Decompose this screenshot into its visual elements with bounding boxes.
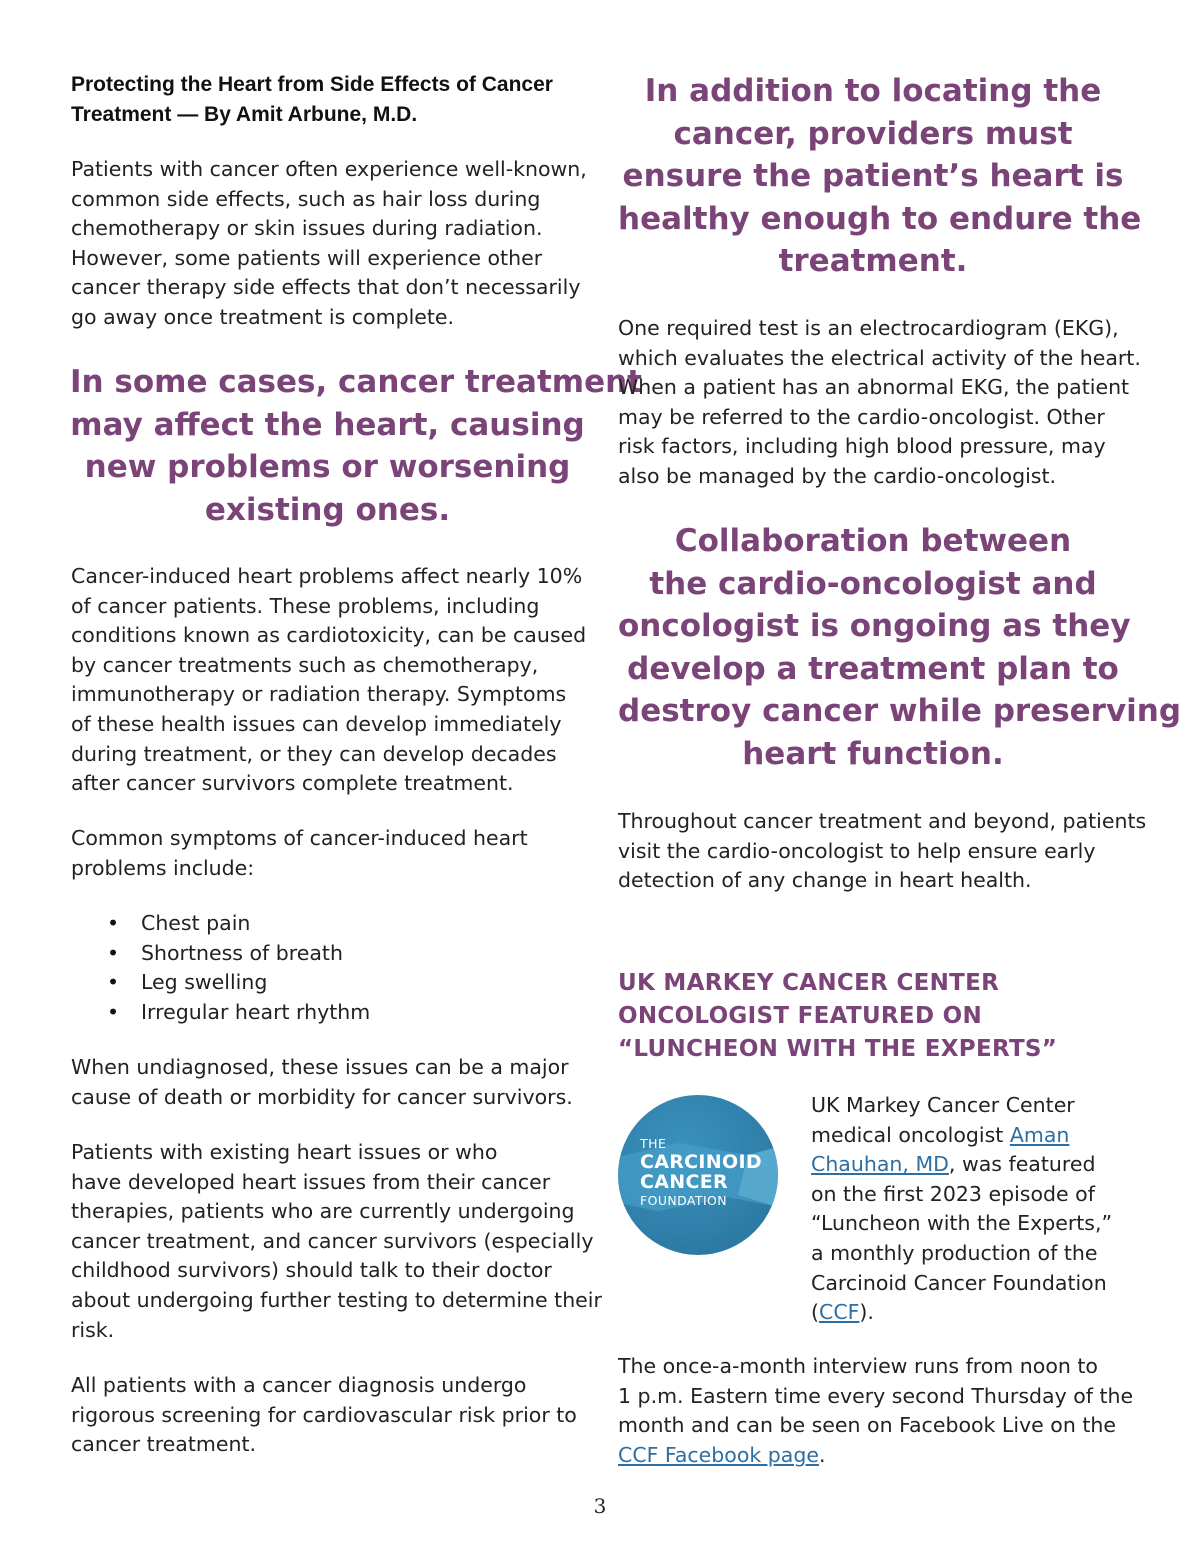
undiagnosed-paragraph bbox=[71, 1053, 573, 1112]
text-line: Patients with existing heart issues or who bbox=[71, 1140, 498, 1164]
quote-line: Collaboration between bbox=[674, 523, 1072, 559]
text-segment: ( bbox=[811, 1300, 819, 1325]
text-line: risk. bbox=[71, 1317, 115, 1342]
followup-paragraph bbox=[618, 807, 1146, 896]
text-line: When a patient has an abnormal EKG, the patient bbox=[618, 375, 1130, 400]
text-line: after cancer survivors complete treatment. bbox=[71, 771, 514, 796]
text-line: by cancer treatments such as chemotherapy, bbox=[71, 652, 539, 677]
section-heading-luncheon bbox=[618, 967, 1057, 1066]
text-line: When undiagnosed, these issues can be a major bbox=[71, 1055, 569, 1079]
pull-quote-heart-healthy bbox=[618, 70, 1142, 283]
pull-quote-collaboration bbox=[618, 520, 1182, 775]
text-line: have developed heart issues from their cancer bbox=[71, 1169, 551, 1194]
who-should-test-paragraph bbox=[71, 1138, 602, 1345]
quote-line: treatment. bbox=[778, 243, 968, 279]
text-line: Throughout cancer treatment and beyond, patients bbox=[618, 809, 1147, 833]
text-line: The once-a-month interview runs from noon to bbox=[618, 1354, 1098, 1378]
text-line: chemotherapy or skin issues during radiation. bbox=[71, 216, 543, 241]
logo-text: FOUNDATION bbox=[640, 1193, 728, 1208]
ccf-facebook-page-link[interactable]: CCF Facebook page bbox=[618, 1442, 819, 1467]
text-line: detection of any change in heart health. bbox=[618, 868, 1032, 893]
text-line bbox=[811, 1150, 1112, 1180]
text-segment: . bbox=[818, 1442, 826, 1467]
carcinoid-cancer-foundation-logo bbox=[618, 1095, 778, 1255]
aman-chauhan-link[interactable]: Chauhan, MD bbox=[811, 1152, 949, 1177]
list-item: • Shortness of breath bbox=[71, 939, 370, 969]
text-line bbox=[811, 1121, 1112, 1151]
ekg-paragraph bbox=[618, 314, 1141, 492]
quote-line: heart function. bbox=[742, 735, 1004, 772]
text-line: “Luncheon with the Experts,” bbox=[811, 1211, 1113, 1236]
heading-line: UK MARKEY CANCER CENTER bbox=[618, 970, 1000, 996]
article-title bbox=[71, 70, 586, 130]
quote-line: healthy enough to endure the bbox=[618, 200, 1142, 237]
text-line: Cancer-induced heart problems affect nearly 10% bbox=[71, 564, 583, 588]
list-item: • Leg swelling bbox=[71, 968, 370, 998]
aman-chauhan-link[interactable]: Aman bbox=[1009, 1122, 1070, 1147]
text-line: of cancer patients. These problems, including bbox=[71, 593, 540, 618]
list-item: • Irregular heart rhythm bbox=[71, 998, 370, 1028]
quote-line: destroy cancer while preserving bbox=[618, 693, 1182, 729]
text-line: during treatment, or they can develop decades bbox=[71, 741, 557, 766]
text-line: also be managed by the cardio-oncologist. bbox=[618, 463, 1057, 488]
text-line: All patients with a cancer diagnosis undergo bbox=[71, 1373, 527, 1397]
text-line: conditions known as cardiotoxicity, can be caused bbox=[71, 623, 587, 648]
text-line: go away once treatment is complete. bbox=[71, 304, 455, 329]
text-segment: , was featured bbox=[948, 1152, 1096, 1177]
text-line: However, some patients will experience other bbox=[71, 245, 543, 270]
quote-line: new problems or worsening bbox=[84, 449, 571, 485]
heading-line: ONCOLOGIST FEATURED ON bbox=[618, 1003, 983, 1029]
text-line: month and can be seen on Facebook Live on the bbox=[618, 1413, 1116, 1438]
article-title-line: Treatment — By Amit Arbune, M.D. bbox=[71, 103, 418, 126]
text-line: 1 p.m. Eastern time every second Thursday of the bbox=[618, 1383, 1134, 1408]
text-line: cancer treatment. bbox=[71, 1432, 257, 1457]
page-number: 3 bbox=[593, 1494, 607, 1518]
pull-quote-heart-effects bbox=[70, 361, 642, 531]
quote-line: oncologist is ongoing as they bbox=[618, 608, 1131, 644]
text-line: UK Markey Cancer Center bbox=[811, 1093, 1075, 1117]
text-line: rigorous screening for cardiovascular risk prior to bbox=[71, 1402, 577, 1427]
feature-paragraph bbox=[811, 1091, 1112, 1328]
text-line: Carcinoid Cancer Foundation bbox=[811, 1270, 1107, 1295]
text-line: therapies, patients who are currently undergoing bbox=[71, 1199, 575, 1224]
text-line: cancer treatment, and cancer survivors (especially bbox=[71, 1228, 594, 1253]
text-line: immunotherapy or radiation therapy. Symptoms bbox=[71, 682, 567, 707]
list-item: • Chest pain bbox=[71, 909, 370, 939]
quote-line: In some cases, cancer treatment bbox=[70, 364, 642, 400]
text-line: Common symptoms of cancer-induced heart bbox=[71, 826, 528, 850]
text-line: cause of death or morbidity for cancer survivors. bbox=[71, 1084, 573, 1109]
logo-text: CANCER bbox=[640, 1171, 728, 1193]
text-line: about undergoing further testing to determine their bbox=[71, 1287, 602, 1312]
quote-line: may affect the heart, causing bbox=[70, 406, 585, 443]
screening-paragraph bbox=[71, 1371, 577, 1460]
interview-paragraph bbox=[618, 1352, 1133, 1470]
heading-line: “LUNCHEON WITH THE EXPERTS” bbox=[618, 1036, 1058, 1062]
text-line: childhood survivors) should talk to their doctor bbox=[71, 1258, 552, 1283]
ccf-link[interactable]: CCF bbox=[819, 1300, 860, 1325]
logo-text: CARCINOID bbox=[640, 1151, 762, 1173]
quote-line: existing ones. bbox=[204, 491, 451, 528]
logo-text: THE bbox=[640, 1136, 667, 1151]
text-line: visit the cardio-oncologist to help ensure early bbox=[618, 838, 1096, 863]
text-line: of these health issues can develop immediately bbox=[71, 711, 562, 736]
quote-line: ensure the patient’s heart is bbox=[622, 158, 1124, 194]
text-line: risk factors, including high blood pressure, may bbox=[618, 434, 1106, 459]
incidence-paragraph bbox=[71, 562, 586, 799]
quote-line: In addition to locating the bbox=[644, 73, 1102, 109]
text-line: a monthly production of the bbox=[811, 1240, 1098, 1265]
text-line: may be referred to the cardio-oncologist. Other bbox=[618, 404, 1105, 429]
text-line: which evaluates the electrical activity of the heart. bbox=[618, 345, 1141, 370]
text-segment: medical oncologist bbox=[811, 1122, 1010, 1147]
intro-paragraph bbox=[71, 155, 587, 333]
text-line: common side effects, such as hair loss during bbox=[71, 186, 541, 211]
text-line bbox=[811, 1298, 1112, 1328]
article-title-line: Protecting the Heart from Side Effects of Cancer bbox=[71, 73, 553, 96]
text-segment: ). bbox=[859, 1300, 874, 1325]
text-line bbox=[618, 1441, 1133, 1471]
text-line: Patients with cancer often experience well-known, bbox=[71, 157, 587, 181]
text-line: problems include: bbox=[71, 855, 255, 880]
symptoms-intro bbox=[71, 824, 528, 883]
text-line: One required test is an electrocardiogram (EKG), bbox=[618, 316, 1119, 340]
quote-line: the cardio-oncologist and bbox=[649, 565, 1097, 602]
quote-line: develop a treatment plan to bbox=[627, 650, 1119, 687]
text-line: on the first 2023 episode of bbox=[811, 1181, 1095, 1206]
text-line: cancer therapy side effects that don’t necessarily bbox=[71, 275, 581, 300]
quote-line: cancer, providers must bbox=[673, 115, 1073, 152]
symptoms-list bbox=[71, 909, 370, 1027]
